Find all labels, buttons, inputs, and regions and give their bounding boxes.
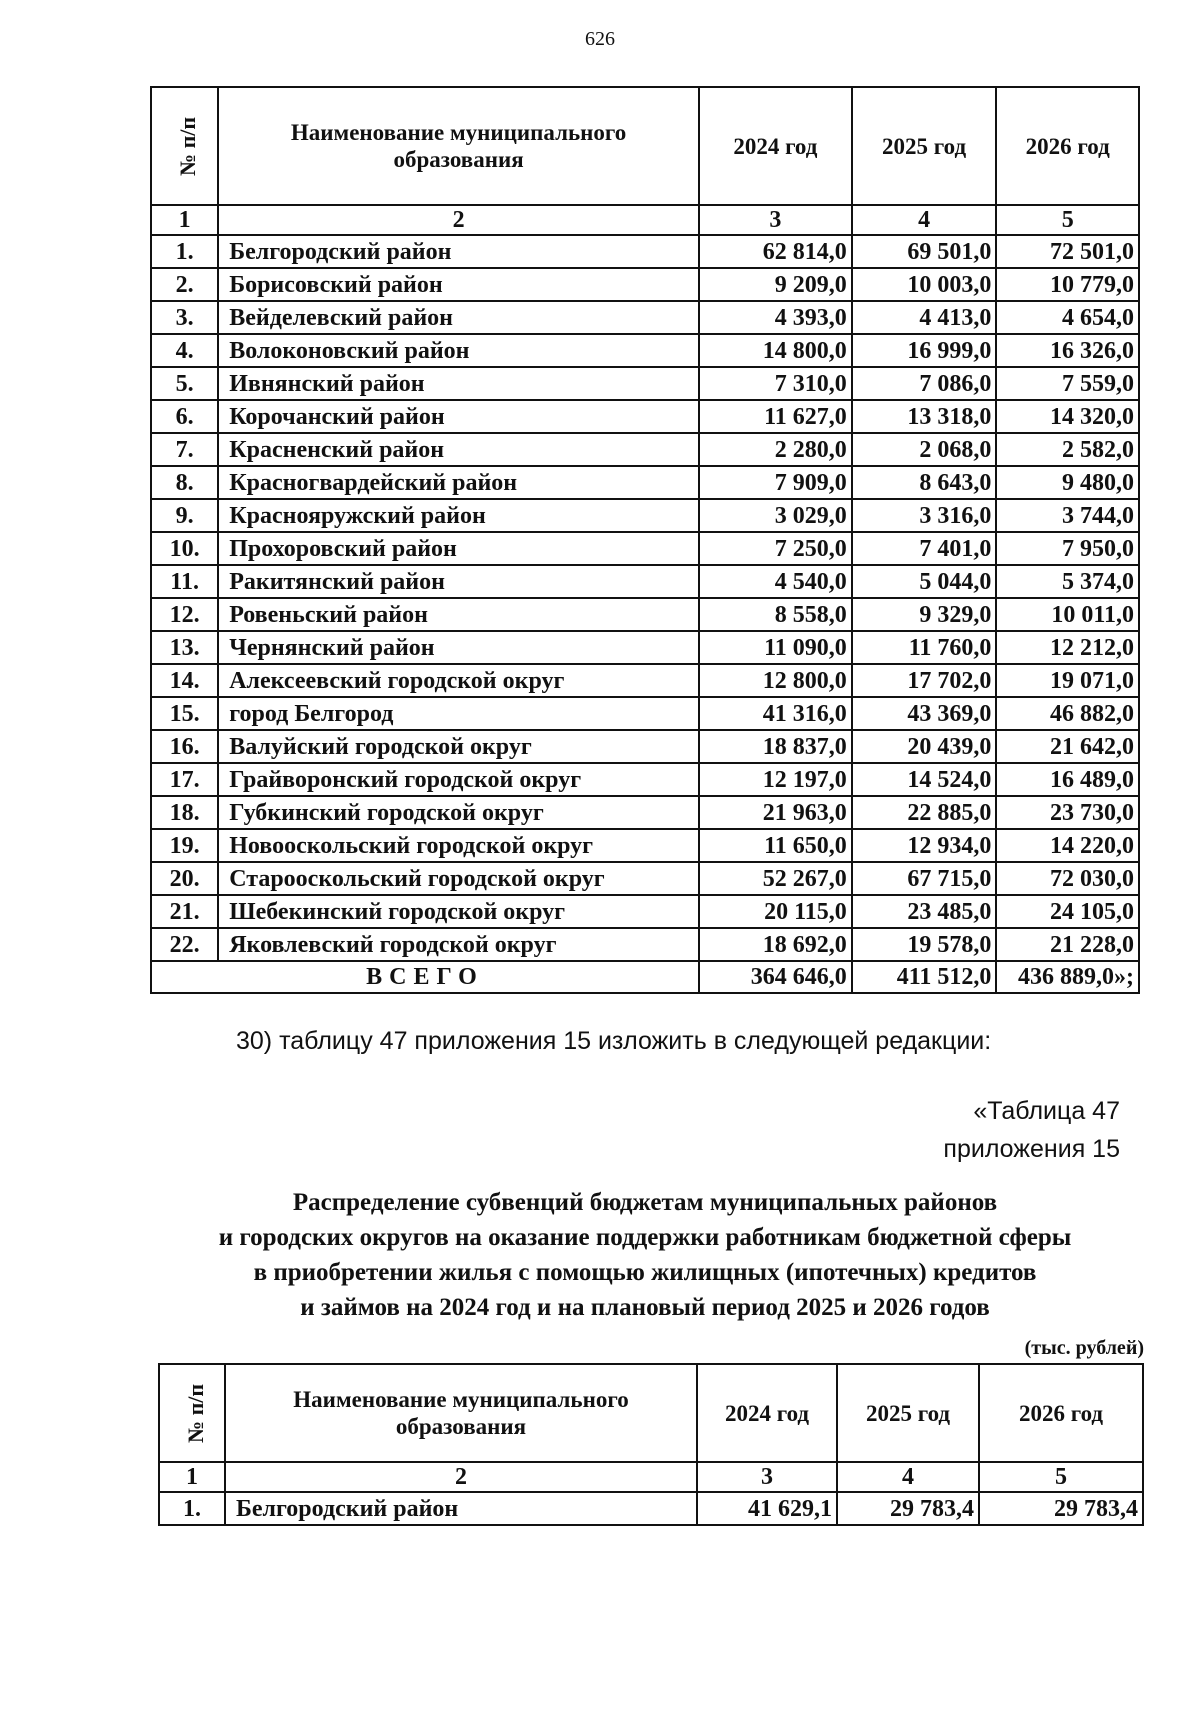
header-name: Наименование муниципального образования (218, 87, 699, 205)
value-2026: 46 882,0 (996, 697, 1139, 730)
municipality-name: Валуйский городской округ (218, 730, 699, 763)
col-number: 4 (852, 205, 997, 235)
value-2025: 4 413,0 (852, 301, 997, 334)
value-2024: 18 837,0 (699, 730, 852, 763)
table-row (151, 598, 1139, 631)
value-2024: 11 627,0 (699, 400, 852, 433)
row-number: 10. (151, 532, 218, 565)
value-2026: 7 559,0 (996, 367, 1139, 400)
header-2026: 2026 год (996, 87, 1139, 205)
value-2024: 20 115,0 (699, 895, 852, 928)
value-2024: 12 800,0 (699, 664, 852, 697)
row-number: 18. (151, 796, 218, 829)
value-2026: 7 950,0 (996, 532, 1139, 565)
table-row (151, 301, 1139, 334)
row-number: 21. (151, 895, 218, 928)
col-number: 3 (697, 1462, 837, 1492)
title-line: Распределение субвенций бюджетам муниципальных районов (292, 1189, 998, 1216)
title-line: и займов на 2024 год и на плановый период 2025 и 2026 годов (300, 1294, 990, 1321)
municipality-name: город Белгород (218, 697, 699, 730)
value-2024: 8 558,0 (699, 598, 852, 631)
value-2024: 7 250,0 (699, 532, 852, 565)
amendment-paragraph: 30) таблицу 47 приложения 15 изложить в следующей редакции: (236, 1027, 992, 1055)
value-2024: 3 029,0 (699, 499, 852, 532)
value-2025: 69 501,0 (852, 235, 997, 268)
municipality-name: Волоконовский район (218, 334, 699, 367)
header-num: № п/п (159, 1364, 225, 1462)
value-2025: 67 715,0 (852, 862, 997, 895)
table-1-header (151, 87, 1139, 205)
row-number: 20. (151, 862, 218, 895)
value-2024: 7 909,0 (699, 466, 852, 499)
table-1-body (151, 235, 1139, 961)
value-2026: 16 326,0 (996, 334, 1139, 367)
municipality-name: Белгородский район (225, 1492, 697, 1525)
table-row (151, 697, 1139, 730)
row-number: 8. (151, 466, 218, 499)
municipality-name: Вейделевский район (218, 301, 699, 334)
municipality-name: Новооскольский городской округ (218, 829, 699, 862)
municipality-name: Старооскольский городской округ (218, 862, 699, 895)
value-2026: 14 220,0 (996, 829, 1139, 862)
municipality-name: Ровеньский район (218, 598, 699, 631)
col-number: 5 (979, 1462, 1143, 1492)
total-2024: 364 646,0 (699, 961, 852, 993)
table-row (151, 235, 1139, 268)
table-row (159, 1492, 1143, 1525)
header-2026: 2026 год (979, 1364, 1143, 1462)
table-row (151, 367, 1139, 400)
value-2026: 5 374,0 (996, 565, 1139, 598)
value-2026: 24 105,0 (996, 895, 1139, 928)
value-2026: 72 030,0 (996, 862, 1139, 895)
value-2026: 21 642,0 (996, 730, 1139, 763)
table-reference-line: приложения 15 (943, 1135, 1120, 1163)
row-number: 12. (151, 598, 218, 631)
value-2026: 72 501,0 (996, 235, 1139, 268)
municipality-name: Грайворонский городской округ (218, 763, 699, 796)
value-2026: 19 071,0 (996, 664, 1139, 697)
value-2026: 23 730,0 (996, 796, 1139, 829)
col-number: 2 (225, 1462, 697, 1492)
value-2024: 18 692,0 (699, 928, 852, 961)
title-line: в приобретении жилья с помощью жилищных (ипотечных) кредитов (253, 1259, 1037, 1286)
table-2-body (159, 1492, 1143, 1525)
table-reference-line: «Таблица 47 (973, 1097, 1120, 1125)
table-row (151, 862, 1139, 895)
value-2024: 4 393,0 (699, 301, 852, 334)
row-number: 1. (159, 1492, 225, 1525)
table-row (151, 829, 1139, 862)
row-number: 2. (151, 268, 218, 301)
municipality-name: Шебекинский городской округ (218, 895, 699, 928)
value-2025: 43 369,0 (852, 697, 997, 730)
value-2025: 13 318,0 (852, 400, 997, 433)
document-title (140, 1185, 1150, 1325)
value-2024: 62 814,0 (699, 235, 852, 268)
value-2024: 11 090,0 (699, 631, 852, 664)
value-2025: 12 934,0 (852, 829, 997, 862)
value-2024: 41 629,1 (697, 1492, 837, 1525)
table-row (151, 433, 1139, 466)
value-2025: 7 086,0 (852, 367, 997, 400)
municipality-name: Алексеевский городской округ (218, 664, 699, 697)
municipality-name: Белгородский район (218, 235, 699, 268)
value-2026: 21 228,0 (996, 928, 1139, 961)
row-number: 3. (151, 301, 218, 334)
col-number: 1 (151, 205, 218, 235)
row-number: 13. (151, 631, 218, 664)
table-reference (943, 1092, 1120, 1168)
municipality-name: Чернянский район (218, 631, 699, 664)
value-2025: 29 783,4 (837, 1492, 979, 1525)
value-2026: 9 480,0 (996, 466, 1139, 499)
value-2026: 14 320,0 (996, 400, 1139, 433)
row-number: 14. (151, 664, 218, 697)
value-2024: 4 540,0 (699, 565, 852, 598)
row-number: 4. (151, 334, 218, 367)
table-2 (158, 1363, 1144, 1526)
value-2025: 19 578,0 (852, 928, 997, 961)
table-2-column-numbers (159, 1462, 1143, 1492)
table-row (151, 631, 1139, 664)
table-row (151, 400, 1139, 433)
value-2024: 7 310,0 (699, 367, 852, 400)
value-2025: 23 485,0 (852, 895, 997, 928)
municipality-name: Ракитянский район (218, 565, 699, 598)
value-2024: 41 316,0 (699, 697, 852, 730)
header-2024: 2024 год (699, 87, 852, 205)
table-row (151, 796, 1139, 829)
row-number: 1. (151, 235, 218, 268)
table-row (151, 334, 1139, 367)
header-num: № п/п (151, 87, 218, 205)
table-row (151, 499, 1139, 532)
table-row (151, 730, 1139, 763)
row-number: 17. (151, 763, 218, 796)
header-2024: 2024 год (697, 1364, 837, 1462)
value-2025: 7 401,0 (852, 532, 997, 565)
col-number: 1 (159, 1462, 225, 1492)
value-2026: 10 779,0 (996, 268, 1139, 301)
municipality-name: Губкинский городской округ (218, 796, 699, 829)
value-2025: 11 760,0 (852, 631, 997, 664)
table-row (151, 928, 1139, 961)
value-2024: 9 209,0 (699, 268, 852, 301)
table-row (151, 664, 1139, 697)
table-row (151, 895, 1139, 928)
value-2025: 5 044,0 (852, 565, 997, 598)
value-2026: 10 011,0 (996, 598, 1139, 631)
value-2025: 10 003,0 (852, 268, 997, 301)
value-2025: 2 068,0 (852, 433, 997, 466)
table-2-header (159, 1364, 1143, 1462)
units-label: (тыс. рублей) (1024, 1337, 1144, 1359)
row-number: 22. (151, 928, 218, 961)
table-row (151, 268, 1139, 301)
title-line: и городских округов на оказание поддержки работникам бюджетной сферы (218, 1224, 1072, 1251)
header-name: Наименование муниципального образования (225, 1364, 697, 1462)
value-2025: 3 316,0 (852, 499, 997, 532)
value-2024: 2 280,0 (699, 433, 852, 466)
row-number: 11. (151, 565, 218, 598)
table-row (151, 565, 1139, 598)
row-number: 6. (151, 400, 218, 433)
row-number: 16. (151, 730, 218, 763)
row-number: 7. (151, 433, 218, 466)
municipality-name: Прохоровский район (218, 532, 699, 565)
header-2025: 2025 год (852, 87, 997, 205)
total-2025: 411 512,0 (852, 961, 997, 993)
value-2025: 20 439,0 (852, 730, 997, 763)
table-row (151, 763, 1139, 796)
header-2025: 2025 год (837, 1364, 979, 1462)
value-2025: 8 643,0 (852, 466, 997, 499)
value-2024: 12 197,0 (699, 763, 852, 796)
col-number: 5 (996, 205, 1139, 235)
value-2024: 14 800,0 (699, 334, 852, 367)
row-number: 19. (151, 829, 218, 862)
col-number: 2 (218, 205, 699, 235)
value-2025: 9 329,0 (852, 598, 997, 631)
col-number: 4 (837, 1462, 979, 1492)
table-1-column-numbers (151, 205, 1139, 235)
table-1 (150, 86, 1140, 994)
municipality-name: Борисовский район (218, 268, 699, 301)
value-2026: 16 489,0 (996, 763, 1139, 796)
value-2025: 22 885,0 (852, 796, 997, 829)
municipality-name: Корочанский район (218, 400, 699, 433)
value-2025: 14 524,0 (852, 763, 997, 796)
value-2026: 29 783,4 (979, 1492, 1143, 1525)
value-2026: 12 212,0 (996, 631, 1139, 664)
table-row (151, 532, 1139, 565)
municipality-name: Яковлевский городской округ (218, 928, 699, 961)
total-2026: 436 889,0»; (996, 961, 1139, 993)
value-2025: 16 999,0 (852, 334, 997, 367)
municipality-name: Красненский район (218, 433, 699, 466)
value-2026: 2 582,0 (996, 433, 1139, 466)
municipality-name: Красногвардейский район (218, 466, 699, 499)
value-2024: 11 650,0 (699, 829, 852, 862)
value-2024: 52 267,0 (699, 862, 852, 895)
row-number: 15. (151, 697, 218, 730)
col-number: 3 (699, 205, 852, 235)
table-row (151, 466, 1139, 499)
page-number: 626 (585, 28, 615, 50)
table-1-total-row (151, 961, 1139, 993)
total-label: ВСЕГО (151, 961, 699, 993)
municipality-name: Краснояружский район (218, 499, 699, 532)
value-2026: 4 654,0 (996, 301, 1139, 334)
value-2025: 17 702,0 (852, 664, 997, 697)
value-2026: 3 744,0 (996, 499, 1139, 532)
value-2024: 21 963,0 (699, 796, 852, 829)
row-number: 9. (151, 499, 218, 532)
row-number: 5. (151, 367, 218, 400)
municipality-name: Ивнянский район (218, 367, 699, 400)
